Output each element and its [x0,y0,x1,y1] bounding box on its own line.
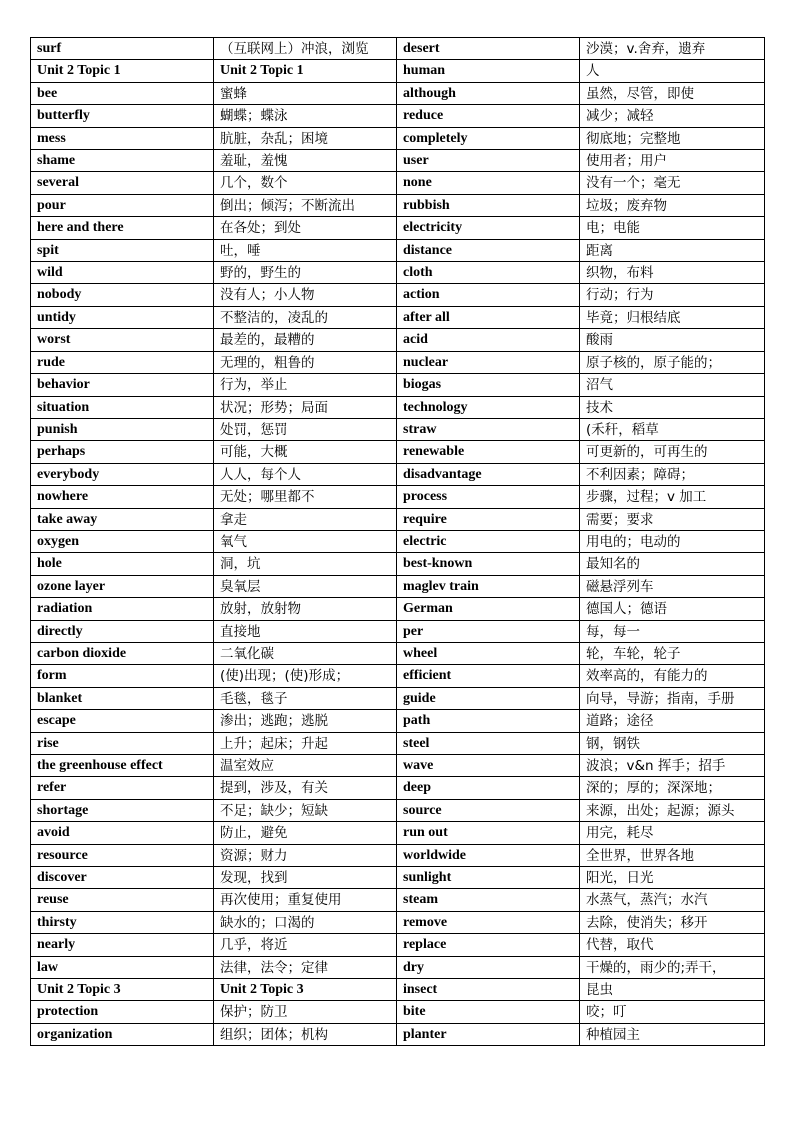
english-word-cell: reduce [397,105,580,127]
chinese-meaning-cell: 酸雨 [580,329,765,351]
table-row [31,934,765,956]
table-row [31,575,765,597]
chinese-meaning-cell: 资源；财力 [214,844,397,866]
english-word-cell: ozone layer [31,575,214,597]
english-word-cell: punish [31,418,214,440]
chinese-meaning-cell: 不利因素；障碍； [580,463,765,485]
english-word-cell: German [397,598,580,620]
english-word-cell: require [397,508,580,530]
chinese-meaning-cell: 蝴蝶；蝶泳 [214,105,397,127]
chinese-meaning-cell: 吐，唾 [214,239,397,261]
table-row [31,777,765,799]
chinese-meaning-cell: 阳光，日光 [580,867,765,889]
chinese-meaning-cell: 水蒸气，蒸汽；水汽 [580,889,765,911]
english-word-cell: after all [397,306,580,328]
english-word-cell: perhaps [31,441,214,463]
english-word-cell: surf [31,38,214,60]
english-word-cell: form [31,665,214,687]
english-word-cell: worldwide [397,844,580,866]
table-row [31,374,765,396]
chinese-meaning-cell: 洞，坑 [214,553,397,575]
table-row [31,508,765,530]
english-word-cell: situation [31,396,214,418]
chinese-meaning-cell: 磁悬浮列车 [580,575,765,597]
chinese-meaning-cell: 效率高的，有能力的 [580,665,765,687]
english-word-cell: action [397,284,580,306]
chinese-meaning-cell: 拿走 [214,508,397,530]
chinese-meaning-cell: Unit 2 Topic 1 [214,60,397,82]
english-word-cell: protection [31,1001,214,1023]
chinese-meaning-cell: 缺水的；口渴的 [214,911,397,933]
chinese-meaning-cell: 咬；叮 [580,1001,765,1023]
chinese-meaning-cell: 处罚，惩罚 [214,418,397,440]
chinese-meaning-cell: 轮，车轮，轮子 [580,642,765,664]
english-word-cell: oxygen [31,530,214,552]
chinese-meaning-cell: 最差的，最糟的 [214,329,397,351]
english-word-cell: acid [397,329,580,351]
chinese-meaning-cell: 组织；团体；机构 [214,1023,397,1045]
english-word-cell: directly [31,620,214,642]
chinese-meaning-cell: 波浪；v&n 挥手；招手 [580,755,765,777]
chinese-meaning-cell: 在各处；到处 [214,217,397,239]
english-word-cell: electric [397,530,580,552]
table-row [31,553,765,575]
english-word-cell: process [397,486,580,508]
table-row [31,598,765,620]
english-word-cell: refer [31,777,214,799]
english-word-cell: deep [397,777,580,799]
english-word-cell: planter [397,1023,580,1045]
english-word-cell: path [397,710,580,732]
english-word-cell: radiation [31,598,214,620]
chinese-meaning-cell: 倒出；倾泻；不断流出 [214,194,397,216]
english-word-cell: mess [31,127,214,149]
table-row [31,194,765,216]
table-row [31,1023,765,1045]
chinese-meaning-cell: 德国人；德语 [580,598,765,620]
english-word-cell: hole [31,553,214,575]
english-word-cell: carbon dioxide [31,642,214,664]
chinese-meaning-cell: (使)出现；(使)形成； [214,665,397,687]
english-word-cell: law [31,956,214,978]
english-word-cell: disadvantage [397,463,580,485]
chinese-meaning-cell: 沙漠；v.舍弃，遗弃 [580,38,765,60]
chinese-meaning-cell: 用电的；电动的 [580,530,765,552]
english-word-cell: steam [397,889,580,911]
english-word-cell: spit [31,239,214,261]
english-word-cell: electricity [397,217,580,239]
english-word-cell: renewable [397,441,580,463]
table-row [31,755,765,777]
chinese-meaning-cell: 可更新的，可再生的 [580,441,765,463]
english-word-cell: everybody [31,463,214,485]
english-word-cell: shortage [31,799,214,821]
english-word-cell: sunlight [397,867,580,889]
chinese-meaning-cell: 垃圾；废弃物 [580,194,765,216]
chinese-meaning-cell: 无理的，粗鲁的 [214,351,397,373]
table-row [31,284,765,306]
english-word-cell: bite [397,1001,580,1023]
english-word-cell: distance [397,239,580,261]
english-word-cell: best-known [397,553,580,575]
table-row [31,82,765,104]
english-word-cell: several [31,172,214,194]
chinese-meaning-cell: (禾秆，稻草 [580,418,765,440]
chinese-meaning-cell: 虽然，尽管，即使 [580,82,765,104]
chinese-meaning-cell: 渗出；逃跑；逃脱 [214,710,397,732]
english-word-cell: straw [397,418,580,440]
chinese-meaning-cell: 全世界，世界各地 [580,844,765,866]
table-row [31,262,765,284]
chinese-meaning-cell: 种植园主 [580,1023,765,1045]
chinese-meaning-cell: 羞耻，羞愧 [214,150,397,172]
chinese-meaning-cell: 温室效应 [214,755,397,777]
chinese-meaning-cell: 不整洁的，凌乱的 [214,306,397,328]
chinese-meaning-cell: 步骤，过程；v 加工 [580,486,765,508]
chinese-meaning-cell: 二氧化碳 [214,642,397,664]
english-word-cell: blanket [31,687,214,709]
english-word-cell: maglev train [397,575,580,597]
english-word-cell: guide [397,687,580,709]
chinese-meaning-cell: 肮脏，杂乱；困境 [214,127,397,149]
table-row [31,441,765,463]
table-row [31,486,765,508]
english-word-cell: per [397,620,580,642]
table-row [31,239,765,261]
english-word-cell: cloth [397,262,580,284]
chinese-meaning-cell: 野的，野生的 [214,262,397,284]
english-word-cell: none [397,172,580,194]
english-word-cell: behavior [31,374,214,396]
table-row [31,642,765,664]
chinese-meaning-cell: 提到，涉及，有关 [214,777,397,799]
english-word-cell: untidy [31,306,214,328]
table-row [31,665,765,687]
table-row [31,687,765,709]
chinese-meaning-cell: 代替，取代 [580,934,765,956]
english-word-cell: bee [31,82,214,104]
english-word-cell: technology [397,396,580,418]
english-word-cell: Unit 2 Topic 3 [31,979,214,1001]
chinese-meaning-cell: 状况；形势；局面 [214,396,397,418]
chinese-meaning-cell: 可能，大概 [214,441,397,463]
chinese-meaning-cell: 沼气 [580,374,765,396]
chinese-meaning-cell: 再次使用；重复使用 [214,889,397,911]
english-word-cell: take away [31,508,214,530]
chinese-meaning-cell: 几乎，将近 [214,934,397,956]
chinese-meaning-cell: 干燥的，雨少的;弄干， [580,956,765,978]
vocabulary-table-body [31,38,765,1046]
chinese-meaning-cell: 防止，避免 [214,822,397,844]
english-word-cell: remove [397,911,580,933]
english-word-cell: wheel [397,642,580,664]
english-word-cell: nuclear [397,351,580,373]
chinese-meaning-cell: 没有人；小人物 [214,284,397,306]
table-row [31,1001,765,1023]
english-word-cell: replace [397,934,580,956]
chinese-meaning-cell: 昆虫 [580,979,765,1001]
chinese-meaning-cell: 不足；缺少；短缺 [214,799,397,821]
chinese-meaning-cell: 每，每一 [580,620,765,642]
table-row [31,150,765,172]
chinese-meaning-cell: 来源，出处；起源；源头 [580,799,765,821]
table-row [31,979,765,1001]
chinese-meaning-cell: 钢，钢铁 [580,732,765,754]
english-word-cell: the greenhouse effect [31,755,214,777]
chinese-meaning-cell: 几个，数个 [214,172,397,194]
english-word-cell: nobody [31,284,214,306]
chinese-meaning-cell: 放射，放射物 [214,598,397,620]
english-word-cell: run out [397,822,580,844]
table-row [31,38,765,60]
english-word-cell: wild [31,262,214,284]
table-row [31,329,765,351]
english-word-cell: efficient [397,665,580,687]
vocabulary-table [30,37,765,1046]
chinese-meaning-cell: 使用者；用户 [580,150,765,172]
english-word-cell: insect [397,979,580,1001]
table-row [31,620,765,642]
english-word-cell: Unit 2 Topic 1 [31,60,214,82]
english-word-cell: wave [397,755,580,777]
english-word-cell: organization [31,1023,214,1045]
table-row [31,911,765,933]
english-word-cell: avoid [31,822,214,844]
chinese-meaning-cell: 彻底地；完整地 [580,127,765,149]
table-row [31,889,765,911]
chinese-meaning-cell: 无处；哪里都不 [214,486,397,508]
chinese-meaning-cell: （互联网上）冲浪，浏览 [214,38,397,60]
chinese-meaning-cell: 距离 [580,239,765,261]
chinese-meaning-cell: 保护；防卫 [214,1001,397,1023]
table-row [31,822,765,844]
table-row [31,867,765,889]
table-row [31,418,765,440]
table-row [31,105,765,127]
table-row [31,396,765,418]
chinese-meaning-cell: 氧气 [214,530,397,552]
table-row [31,530,765,552]
english-word-cell: worst [31,329,214,351]
chinese-meaning-cell: Unit 2 Topic 3 [214,979,397,1001]
english-word-cell: rise [31,732,214,754]
english-word-cell: rubbish [397,194,580,216]
chinese-meaning-cell: 技术 [580,396,765,418]
english-word-cell: discover [31,867,214,889]
english-word-cell: resource [31,844,214,866]
english-word-cell: thirsty [31,911,214,933]
english-word-cell: source [397,799,580,821]
table-row [31,956,765,978]
english-word-cell: nowhere [31,486,214,508]
chinese-meaning-cell: 人 [580,60,765,82]
table-row [31,217,765,239]
english-word-cell: human [397,60,580,82]
english-word-cell: shame [31,150,214,172]
table-row [31,60,765,82]
chinese-meaning-cell: 臭氧层 [214,575,397,597]
english-word-cell: pour [31,194,214,216]
chinese-meaning-cell: 向导，导游；指南，手册 [580,687,765,709]
chinese-meaning-cell: 道路；途径 [580,710,765,732]
chinese-meaning-cell: 原子核的，原子能的； [580,351,765,373]
english-word-cell: completely [397,127,580,149]
english-word-cell: dry [397,956,580,978]
chinese-meaning-cell: 织物，布料 [580,262,765,284]
table-row [31,732,765,754]
chinese-meaning-cell: 需要；要求 [580,508,765,530]
chinese-meaning-cell: 去除，使消失；移开 [580,911,765,933]
chinese-meaning-cell: 最知名的 [580,553,765,575]
chinese-meaning-cell: 行为，举止 [214,374,397,396]
chinese-meaning-cell: 毕竟；归根结底 [580,306,765,328]
english-word-cell: butterfly [31,105,214,127]
english-word-cell: steel [397,732,580,754]
chinese-meaning-cell: 上升；起床；升起 [214,732,397,754]
table-row [31,799,765,821]
chinese-meaning-cell: 用完，耗尽 [580,822,765,844]
chinese-meaning-cell: 蜜蜂 [214,82,397,104]
english-word-cell: although [397,82,580,104]
english-word-cell: nearly [31,934,214,956]
table-row [31,463,765,485]
table-row [31,127,765,149]
chinese-meaning-cell: 发现，找到 [214,867,397,889]
table-row [31,172,765,194]
table-row [31,306,765,328]
chinese-meaning-cell: 直接地 [214,620,397,642]
chinese-meaning-cell: 行动；行为 [580,284,765,306]
english-word-cell: rude [31,351,214,373]
chinese-meaning-cell: 法律，法令；定律 [214,956,397,978]
chinese-meaning-cell: 毛毯，毯子 [214,687,397,709]
chinese-meaning-cell: 深的；厚的；深深地； [580,777,765,799]
table-row [31,710,765,732]
english-word-cell: escape [31,710,214,732]
chinese-meaning-cell: 电；电能 [580,217,765,239]
chinese-meaning-cell: 没有一个；毫无 [580,172,765,194]
table-row [31,351,765,373]
chinese-meaning-cell: 人人，每个人 [214,463,397,485]
chinese-meaning-cell: 减少；减轻 [580,105,765,127]
english-word-cell: here and there [31,217,214,239]
table-row [31,844,765,866]
english-word-cell: biogas [397,374,580,396]
english-word-cell: user [397,150,580,172]
english-word-cell: desert [397,38,580,60]
english-word-cell: reuse [31,889,214,911]
